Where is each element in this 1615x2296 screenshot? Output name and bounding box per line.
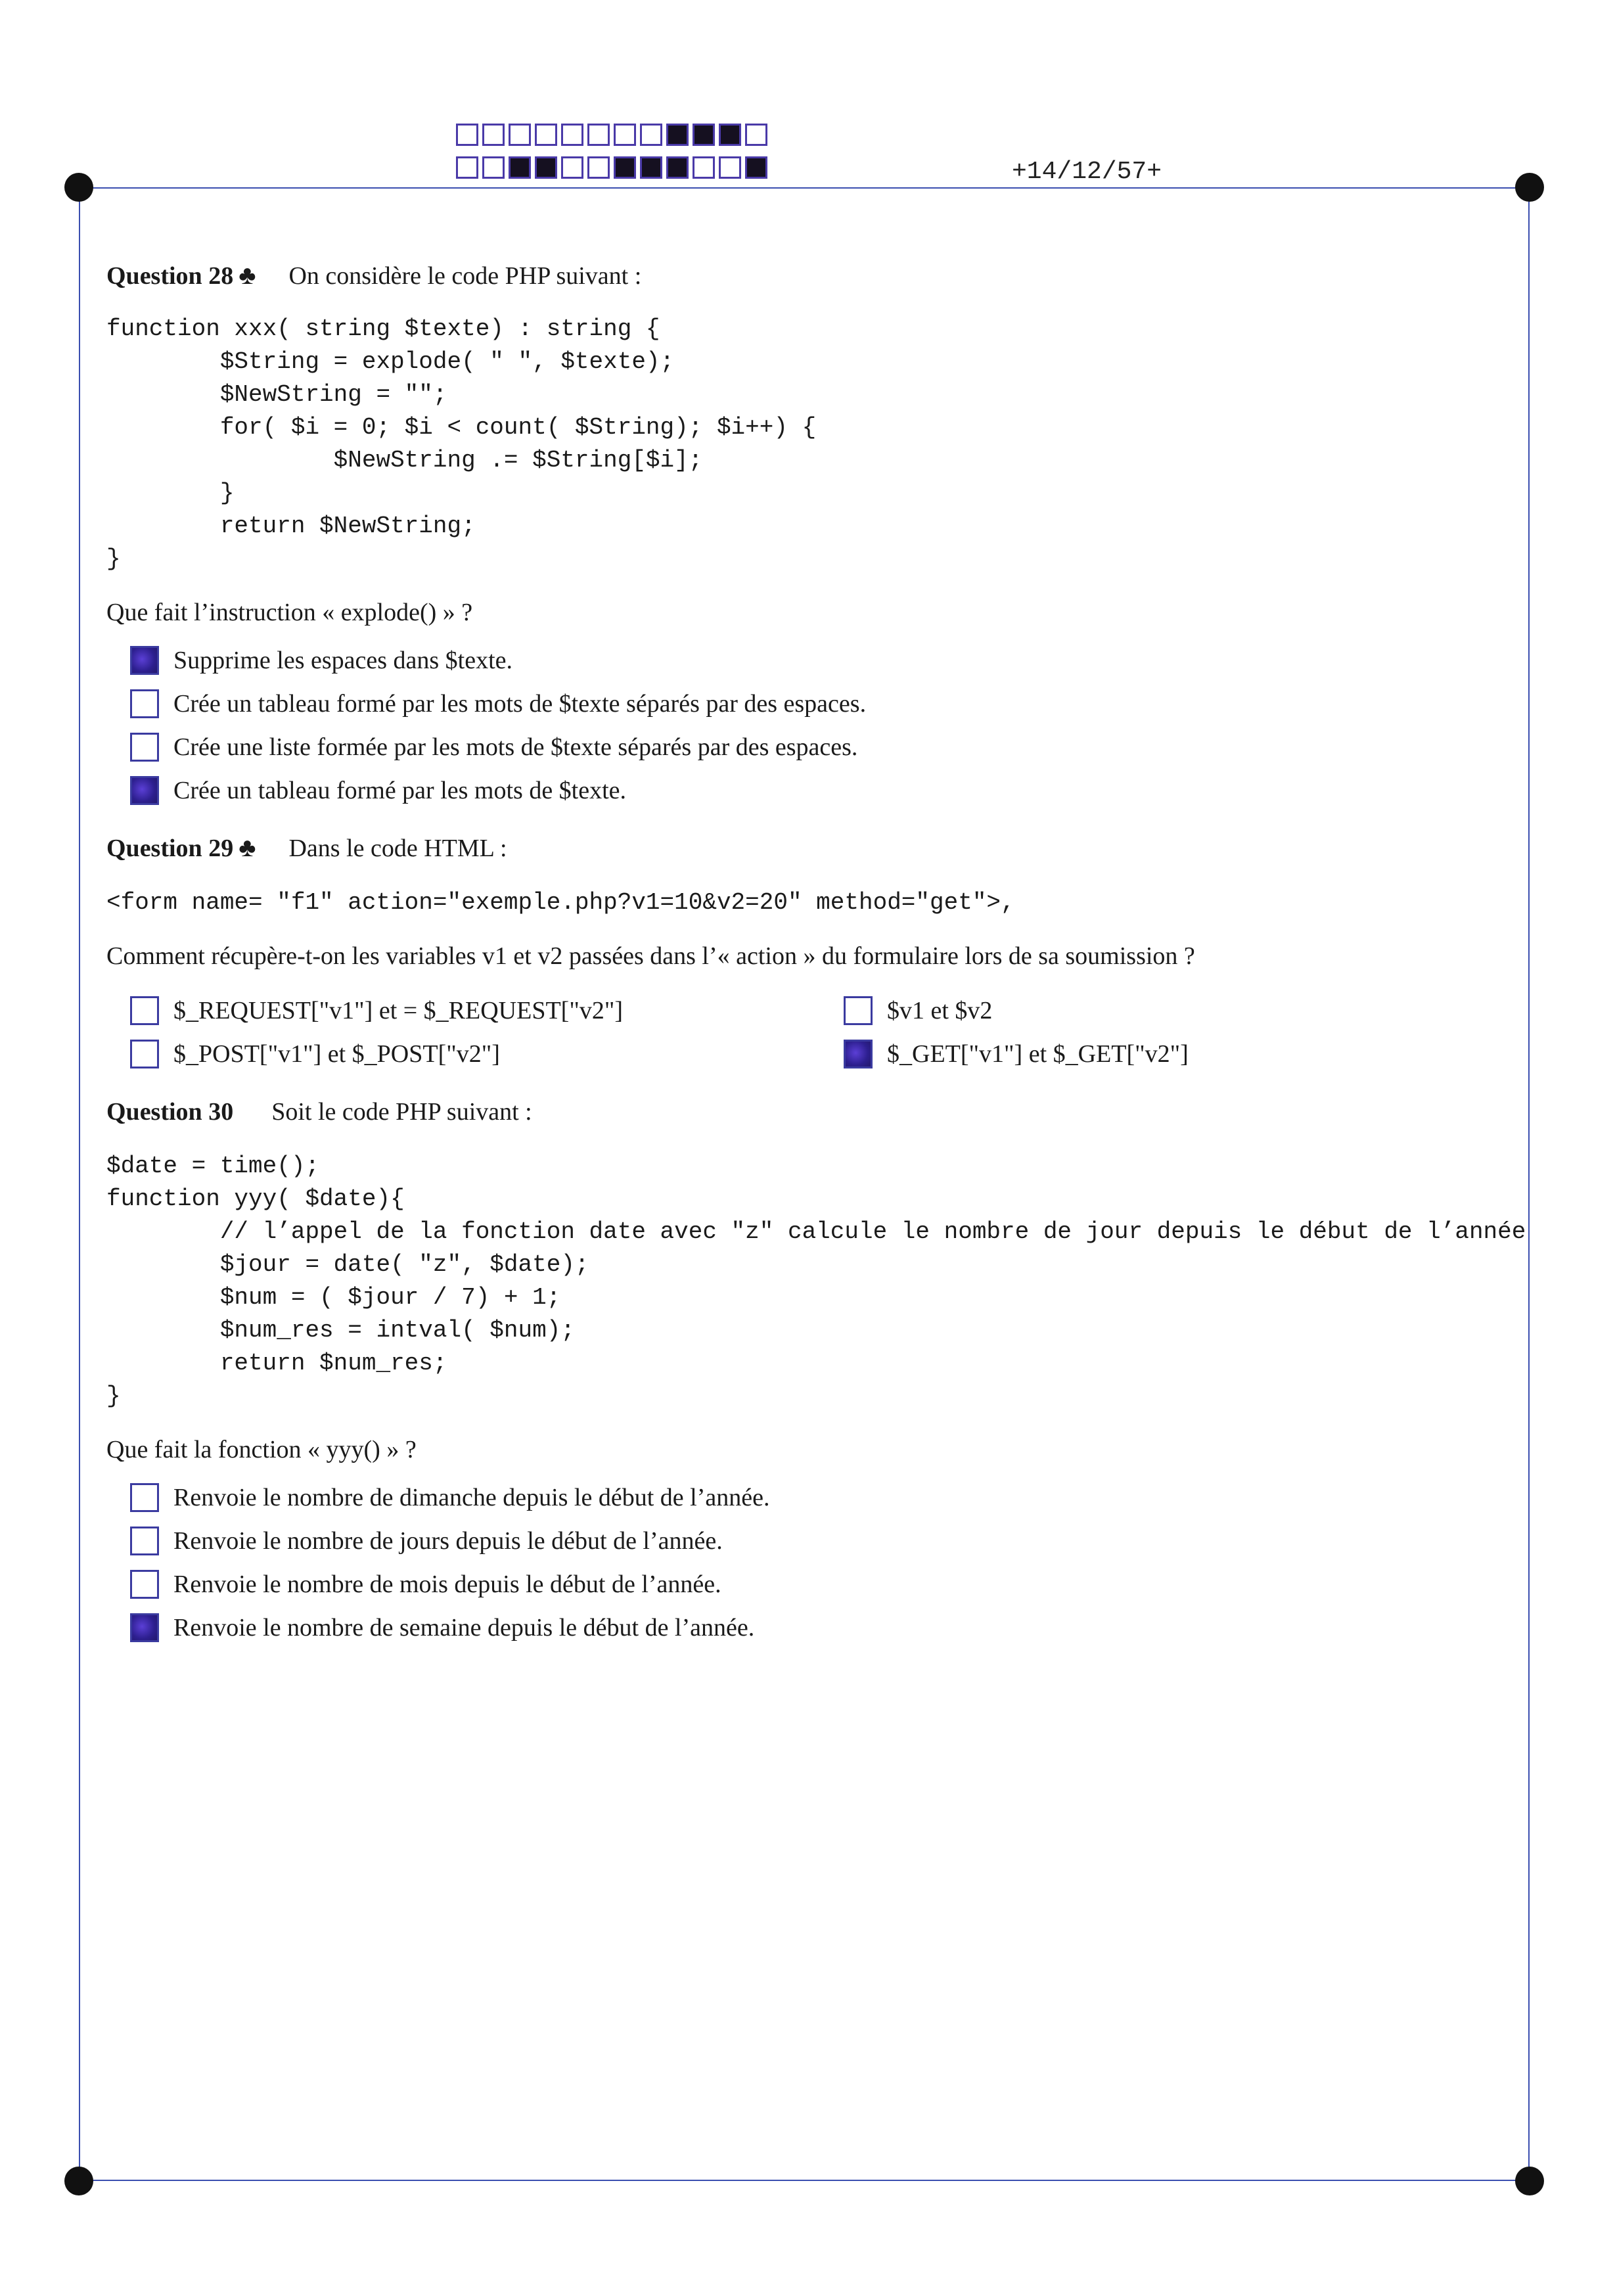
questions-area (106, 260, 1539, 1649)
barcode-cell (614, 124, 636, 146)
answer-choice[interactable] (106, 1563, 1539, 1606)
barcode-cell (719, 124, 741, 146)
checkbox[interactable] (844, 1040, 873, 1068)
question-header (106, 260, 1539, 290)
barcode-cell (482, 156, 505, 179)
barcode-cell (666, 156, 689, 179)
barcode-cell (745, 156, 767, 179)
answer-choice[interactable] (106, 725, 1539, 769)
barcode-cell (587, 156, 610, 179)
barcode-row-1 (456, 124, 767, 146)
answer-choice[interactable] (106, 1476, 1539, 1519)
choice-label: $_GET["v1"] et $_GET["v2"] (887, 1040, 1189, 1068)
checkbox[interactable] (130, 646, 159, 675)
barcode-cell (535, 124, 557, 146)
answer-choice[interactable] (820, 1032, 1477, 1076)
code-block: function xxx( string $texte) : string { $String = explode( " ", $texte); $NewString = ""; for( $i = 0; $i < count( $String); $i++) { $NewString .= $String[$i]; } return $NewString; } (106, 315, 817, 572)
choice-label: Renvoie le nombre de mois depuis le début de l’année. (173, 1571, 721, 1598)
answer-choice[interactable] (106, 989, 820, 1032)
barcode-cell (456, 124, 478, 146)
barcode-cell (509, 156, 531, 179)
barcode-cell (693, 156, 715, 179)
answer-choice[interactable] (106, 1032, 820, 1076)
question-label: Question 29 (106, 835, 234, 862)
choice-label: Supprime les espaces dans $texte. (173, 647, 513, 674)
barcode-cell (640, 156, 662, 179)
barcode-cell (482, 124, 505, 146)
question-prompt: Que fait la fonction « yyy() » ? (106, 1436, 417, 1463)
code-block: $date = time(); function yyy( $date){ // l’appel de la fonction date avec "z" calcule le nombre de jour depuis le début de l’année $jour = date( "z", $date); $num = ( $jour / 7) + 1; $num_res = intval( $num); return $num_res; } (106, 1153, 1526, 1410)
question-28 (106, 260, 1539, 812)
barcode-cell (745, 124, 767, 146)
choice-label: Renvoie le nombre de semaine depuis le début de l’année. (173, 1614, 755, 1642)
question-intro: Soit le code PHP suivant : (271, 1098, 532, 1126)
choice-label: $_REQUEST["v1"] et = $_REQUEST["v2"] (173, 997, 624, 1024)
barcode-cell (614, 156, 636, 179)
checkbox[interactable] (130, 733, 159, 762)
barcode-cell (666, 124, 689, 146)
checkbox[interactable] (844, 996, 873, 1025)
question-header (106, 1095, 1539, 1126)
checkbox[interactable] (130, 1040, 159, 1068)
corner-marker-top-left (64, 173, 93, 202)
choice-label: Crée une liste formée par les mots de $texte séparés par des espaces. (173, 733, 858, 761)
question-29 (106, 832, 1539, 1076)
checkbox[interactable] (130, 996, 159, 1025)
question-label: Question 28 (106, 262, 234, 290)
choice-label: Crée un tableau formé par les mots de $texte séparés par des espaces. (173, 690, 867, 718)
choice-label: $v1 et $v2 (887, 997, 993, 1024)
question-prompt: Que fait l’instruction « explode() » ? (106, 599, 473, 626)
choice-label: Crée un tableau formé par les mots de $texte. (173, 777, 627, 804)
barcode-cell (561, 124, 583, 146)
choice-label: Renvoie le nombre de dimanche depuis le début de l’année. (173, 1484, 770, 1511)
barcode-cell (561, 156, 583, 179)
question-30 (106, 1095, 1539, 1649)
barcode-cell (693, 124, 715, 146)
checkbox[interactable] (130, 1613, 159, 1642)
choices-grid (106, 989, 1539, 1076)
choice-label: $_POST["v1"] et $_POST["v2"] (173, 1040, 500, 1068)
barcode-cell (640, 124, 662, 146)
answer-choice[interactable] (106, 682, 1539, 725)
code-block: <form name= "f1" action="exemple.php?v1=10&v2=20" method="get">, (106, 889, 1015, 916)
page-id: +14/12/57+ (1012, 158, 1162, 186)
checkbox[interactable] (130, 776, 159, 805)
checkbox[interactable] (130, 689, 159, 718)
question-header (106, 832, 1539, 863)
checkbox[interactable] (130, 1527, 159, 1555)
answer-choice[interactable] (106, 639, 1539, 682)
barcode-cell (719, 156, 741, 179)
barcode-cell (587, 124, 610, 146)
answer-choice[interactable] (106, 1519, 1539, 1563)
club-icon: ♣ (239, 260, 256, 290)
question-label: Question 30 (106, 1098, 234, 1126)
barcode-row-2 (456, 156, 767, 179)
answer-choice[interactable] (106, 1606, 1539, 1649)
barcode-cell (535, 156, 557, 179)
corner-marker-bottom-left (64, 2167, 93, 2195)
question-intro: On considère le code PHP suivant : (288, 262, 642, 290)
barcode-cell (509, 124, 531, 146)
answer-choice[interactable] (820, 989, 1477, 1032)
question-prompt: Comment récupère-t-on les variables v1 et v2 passées dans l’« action » du formulaire lors de sa soumission ? (106, 942, 1195, 970)
club-icon: ♣ (239, 833, 256, 862)
checkbox[interactable] (130, 1570, 159, 1599)
barcode-cell (456, 156, 478, 179)
question-intro: Dans le code HTML : (288, 835, 507, 862)
corner-marker-top-right (1515, 173, 1544, 202)
choice-label: Renvoie le nombre de jours depuis le début de l’année. (173, 1527, 723, 1555)
answer-choice[interactable] (106, 769, 1539, 812)
corner-marker-bottom-right (1515, 2167, 1544, 2195)
checkbox[interactable] (130, 1483, 159, 1512)
